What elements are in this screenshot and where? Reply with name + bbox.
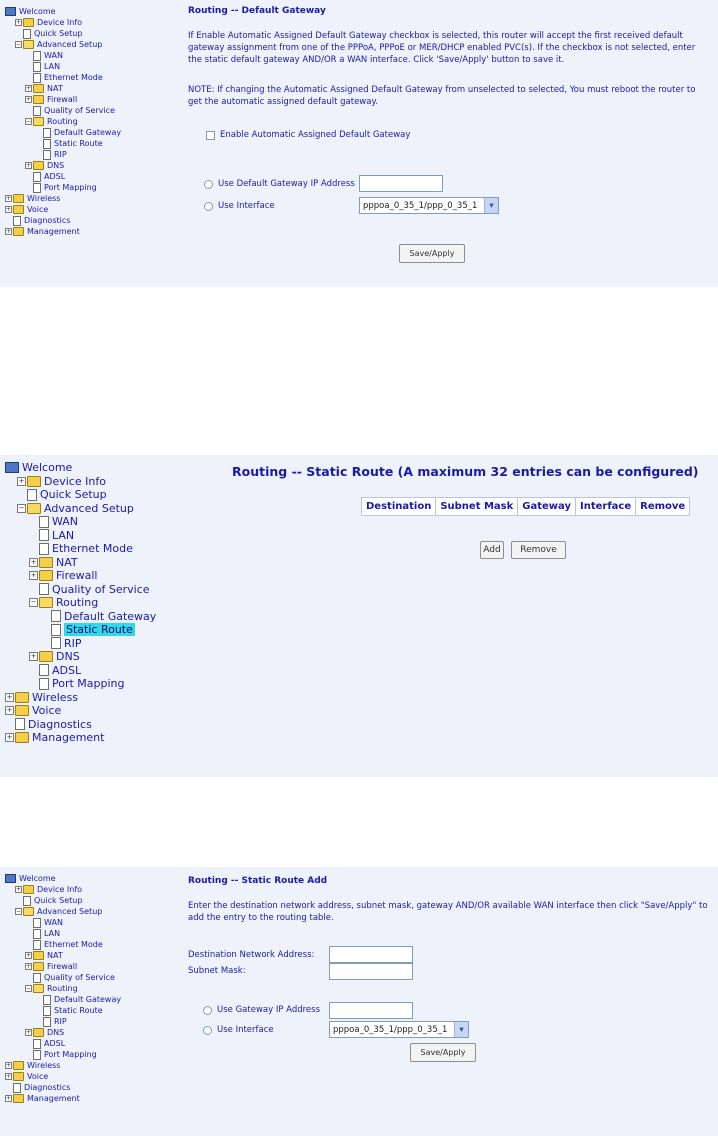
tree-item[interactable] bbox=[5, 1060, 121, 1071]
tree-item-label[interactable]: Quality of Service bbox=[52, 582, 150, 596]
subnet-mask-label: Subnet Mask: bbox=[188, 966, 246, 976]
tree-item[interactable] bbox=[5, 939, 121, 950]
tree-item[interactable] bbox=[5, 704, 156, 718]
tree-item-label[interactable]: Static Route bbox=[54, 139, 103, 148]
tree-item[interactable] bbox=[5, 972, 121, 983]
tree-item-label[interactable]: Quick Setup bbox=[34, 29, 83, 38]
tree-item-label[interactable]: WAN bbox=[44, 51, 63, 60]
tree-item-label[interactable]: LAN bbox=[44, 929, 61, 938]
tree-item-label[interactable]: Port Mapping bbox=[52, 677, 125, 691]
document-icon bbox=[33, 1039, 41, 1049]
tree-item-label[interactable]: Ethernet Mode bbox=[44, 73, 103, 82]
expand-icon[interactable]: + bbox=[25, 95, 32, 103]
folder-icon bbox=[13, 227, 24, 236]
folder-icon bbox=[39, 570, 53, 581]
expand-icon[interactable]: + bbox=[5, 205, 12, 213]
tree-item[interactable] bbox=[5, 1093, 121, 1104]
static-route-panel bbox=[0, 455, 718, 777]
tree-item-label[interactable]: Firewall bbox=[56, 569, 98, 583]
use-interface-label: Use Interface bbox=[218, 201, 275, 211]
tree-item[interactable] bbox=[5, 983, 121, 994]
folder-open-icon bbox=[33, 117, 44, 126]
tree-item-label[interactable]: Default Gateway bbox=[64, 609, 157, 623]
tree-item-label[interactable]: Device Info bbox=[37, 18, 83, 27]
interface-select[interactable] bbox=[359, 197, 499, 214]
tree-item[interactable] bbox=[5, 182, 121, 193]
folder-icon bbox=[15, 705, 29, 716]
expand-icon[interactable]: + bbox=[30, 652, 37, 661]
tree-item[interactable] bbox=[5, 17, 121, 28]
tree-item[interactable] bbox=[5, 160, 121, 171]
tree-item-label[interactable]: Management bbox=[27, 227, 80, 236]
document-icon bbox=[43, 1006, 51, 1016]
tree-item-label[interactable]: Welcome bbox=[19, 7, 56, 16]
folder-icon bbox=[39, 557, 53, 568]
tree-item-label[interactable]: Port Mapping bbox=[44, 1050, 97, 1059]
subnet-mask-input[interactable] bbox=[329, 963, 413, 980]
use-gateway-ip-radio[interactable] bbox=[204, 180, 213, 189]
nav-tree bbox=[5, 873, 121, 1104]
tree-item-label[interactable]: Static Route bbox=[54, 1006, 103, 1015]
folder-open-icon bbox=[33, 984, 44, 993]
expand-icon[interactable]: + bbox=[25, 161, 32, 169]
use-interface-label: Use Interface bbox=[217, 1025, 274, 1035]
document-icon bbox=[43, 139, 51, 149]
tree-item-label[interactable]: RIP bbox=[54, 1017, 67, 1026]
column-header: Interface bbox=[575, 498, 635, 516]
document-icon bbox=[39, 516, 49, 528]
tree-item[interactable] bbox=[5, 1016, 121, 1027]
tree-item[interactable] bbox=[5, 906, 121, 917]
nav-tree bbox=[5, 6, 121, 237]
tree-item[interactable] bbox=[5, 50, 121, 61]
tree-item-label[interactable]: Quick Setup bbox=[40, 488, 107, 502]
collapse-icon[interactable]: − bbox=[30, 598, 37, 607]
document-icon bbox=[33, 1050, 41, 1060]
tree-item-label[interactable]: Diagnostics bbox=[24, 216, 71, 225]
document-icon bbox=[43, 995, 51, 1005]
document-icon bbox=[39, 543, 49, 555]
document-icon bbox=[33, 51, 41, 61]
tree-item-label[interactable]: Firewall bbox=[47, 95, 78, 104]
folder-icon bbox=[39, 651, 53, 662]
tree-item[interactable] bbox=[5, 171, 121, 182]
folder-open-icon bbox=[39, 597, 53, 608]
computer-icon bbox=[5, 462, 19, 473]
gateway-ip-input[interactable] bbox=[359, 175, 443, 192]
page-title: Routing -- Default Gateway bbox=[188, 6, 326, 16]
tree-item[interactable] bbox=[5, 596, 156, 610]
tree-item-label[interactable]: Welcome bbox=[22, 461, 73, 475]
tree-item-label[interactable]: ADSL bbox=[52, 663, 82, 677]
expand-icon[interactable]: + bbox=[25, 1028, 32, 1036]
document-icon bbox=[33, 183, 41, 193]
tree-item[interactable] bbox=[5, 461, 156, 475]
collapse-icon[interactable]: − bbox=[25, 984, 32, 992]
tree-item-label[interactable]: ADSL bbox=[44, 172, 66, 181]
folder-icon bbox=[33, 84, 44, 93]
tree-item[interactable] bbox=[5, 475, 156, 489]
tree-item-label[interactable]: NAT bbox=[47, 951, 63, 960]
tree-item-label[interactable]: WAN bbox=[52, 515, 79, 529]
use-gateway-ip-radio[interactable] bbox=[203, 1006, 212, 1015]
gateway-ip-input[interactable] bbox=[329, 1002, 413, 1019]
tree-item[interactable] bbox=[5, 127, 121, 138]
tree-item[interactable] bbox=[5, 116, 121, 127]
tree-item-label[interactable]: DNS bbox=[47, 161, 65, 170]
tree-item[interactable] bbox=[5, 502, 156, 516]
destination-label: Destination Network Address: bbox=[188, 950, 315, 960]
document-icon bbox=[51, 610, 61, 622]
tree-item[interactable] bbox=[5, 83, 121, 94]
document-icon bbox=[33, 918, 41, 928]
default-gateway-panel bbox=[0, 0, 718, 287]
folder-icon bbox=[13, 1061, 24, 1070]
tree-item-label[interactable]: Management bbox=[27, 1094, 80, 1103]
expand-icon[interactable]: + bbox=[15, 885, 22, 893]
folder-open-icon bbox=[23, 40, 34, 49]
expand-icon[interactable]: + bbox=[6, 733, 13, 742]
tree-item[interactable] bbox=[5, 917, 121, 928]
folder-icon bbox=[33, 95, 44, 104]
document-icon bbox=[39, 529, 49, 541]
use-gateway-ip-label: Use Default Gateway IP Address bbox=[218, 179, 355, 189]
tree-item[interactable] bbox=[5, 637, 156, 651]
tree-item[interactable] bbox=[5, 556, 156, 570]
folder-icon bbox=[13, 194, 24, 203]
tree-item-label[interactable]: NAT bbox=[56, 555, 78, 569]
tree-item[interactable] bbox=[5, 569, 156, 583]
tree-item[interactable] bbox=[5, 928, 121, 939]
save-apply-button[interactable]: Save/Apply bbox=[410, 1043, 476, 1062]
collapse-icon[interactable]: − bbox=[15, 907, 22, 915]
tree-item-label[interactable]: Voice bbox=[27, 205, 49, 214]
nav-tree bbox=[5, 461, 156, 745]
tree-item[interactable] bbox=[5, 105, 121, 116]
tree-item-label[interactable]: Quick Setup bbox=[34, 896, 83, 905]
tree-item[interactable] bbox=[5, 1082, 121, 1093]
computer-icon bbox=[5, 7, 16, 16]
tree-item-label[interactable]: DNS bbox=[56, 650, 80, 664]
computer-icon bbox=[5, 874, 16, 883]
expand-icon[interactable]: + bbox=[30, 571, 37, 580]
tree-item[interactable] bbox=[5, 28, 121, 39]
folder-icon bbox=[33, 161, 44, 170]
document-icon bbox=[51, 624, 61, 636]
tree-item[interactable] bbox=[5, 583, 156, 597]
note-text: NOTE: If changing the Automatic Assigned Default Gateway from unselected to selected, You must reboot the router to get the automatic assigned default gateway. bbox=[188, 85, 696, 107]
tree-item[interactable] bbox=[5, 1027, 121, 1038]
tree-item[interactable] bbox=[5, 61, 121, 72]
document-icon bbox=[23, 896, 31, 906]
tree-item-label[interactable]: Wireless bbox=[27, 194, 61, 203]
expand-icon[interactable]: + bbox=[25, 84, 32, 92]
folder-icon bbox=[27, 476, 41, 487]
chevron-down-icon[interactable]: ▾ bbox=[484, 198, 498, 213]
tree-item[interactable] bbox=[5, 994, 121, 1005]
expand-icon[interactable]: + bbox=[15, 18, 22, 26]
tree-item-label[interactable]: Welcome bbox=[19, 874, 56, 883]
tree-item-label[interactable]: Routing bbox=[56, 596, 99, 610]
collapse-icon[interactable]: − bbox=[25, 117, 32, 125]
column-header: Remove bbox=[636, 498, 690, 516]
folder-icon bbox=[23, 18, 34, 27]
tree-item-label[interactable]: Default Gateway bbox=[54, 128, 122, 137]
expand-icon[interactable]: + bbox=[5, 1094, 12, 1102]
tree-item[interactable] bbox=[5, 488, 156, 502]
save-apply-button[interactable]: Save/Apply bbox=[399, 244, 465, 263]
tree-item[interactable] bbox=[5, 215, 121, 226]
expand-icon[interactable]: + bbox=[5, 1061, 12, 1069]
use-interface-radio[interactable] bbox=[203, 1026, 212, 1035]
auto-gateway-label: Enable Automatic Assigned Default Gateway bbox=[220, 130, 411, 140]
tree-item-label[interactable]: Routing bbox=[47, 117, 78, 126]
tree-item[interactable] bbox=[5, 623, 156, 637]
document-icon bbox=[33, 172, 41, 182]
tree-item-label[interactable]: Quality of Service bbox=[44, 106, 115, 115]
folder-icon bbox=[33, 951, 44, 960]
tree-item[interactable] bbox=[5, 950, 121, 961]
tree-item-label[interactable]: Voice bbox=[32, 704, 62, 718]
tree-item-label[interactable]: Diagnostics bbox=[28, 717, 92, 731]
tree-item-label[interactable]: Ethernet Mode bbox=[44, 940, 103, 949]
document-icon bbox=[39, 583, 49, 595]
document-icon bbox=[13, 216, 21, 226]
tree-item[interactable] bbox=[5, 664, 156, 678]
tree-item[interactable] bbox=[5, 515, 156, 529]
document-icon bbox=[39, 664, 49, 676]
tree-item-label[interactable]: Ethernet Mode bbox=[52, 542, 133, 556]
collapse-icon[interactable]: − bbox=[15, 40, 22, 48]
document-icon bbox=[43, 150, 51, 160]
tree-item[interactable] bbox=[5, 650, 156, 664]
tree-item[interactable] bbox=[5, 149, 121, 160]
document-icon bbox=[33, 940, 41, 950]
tree-item-label[interactable]: Voice bbox=[27, 1072, 49, 1081]
remove-button[interactable]: Remove bbox=[511, 541, 566, 559]
tree-item[interactable] bbox=[5, 1005, 121, 1016]
tree-item[interactable] bbox=[5, 1049, 121, 1060]
folder-icon bbox=[23, 885, 34, 894]
column-header: Subnet Mask bbox=[436, 498, 518, 516]
expand-icon[interactable]: + bbox=[25, 962, 32, 970]
tree-item-label[interactable]: LAN bbox=[52, 528, 75, 542]
tree-item[interactable] bbox=[5, 94, 121, 105]
document-icon bbox=[33, 62, 41, 72]
tree-item-label[interactable]: Wireless bbox=[27, 1061, 61, 1070]
expand-icon[interactable]: + bbox=[5, 194, 12, 202]
tree-item[interactable] bbox=[5, 193, 121, 204]
expand-icon[interactable]: + bbox=[25, 951, 32, 959]
tree-item-label[interactable]: Default Gateway bbox=[54, 995, 122, 1004]
document-icon bbox=[27, 489, 37, 501]
folder-icon bbox=[13, 1094, 24, 1103]
tree-item[interactable] bbox=[5, 895, 121, 906]
document-icon bbox=[43, 128, 51, 138]
static-route-add-panel bbox=[0, 867, 718, 1136]
document-icon bbox=[33, 973, 41, 983]
tree-item-label[interactable]: DNS bbox=[47, 1028, 65, 1037]
expand-icon[interactable]: + bbox=[6, 706, 13, 715]
tree-item-label[interactable]: Device Info bbox=[44, 474, 106, 488]
folder-icon bbox=[33, 962, 44, 971]
document-icon bbox=[15, 718, 25, 730]
folder-icon bbox=[15, 732, 29, 743]
tree-item-label[interactable]: ADSL bbox=[44, 1039, 66, 1048]
description-text: If Enable Automatic Assigned Default Gateway checkbox is selected, this router will accept the first received default gateway assignment from one of the PPPoA, PPPoE or MER/DHCP enabled PVC(s). If the checkbox is not selected, enter the static default gateway AND/OR a WAN interface. Click 'Save/Apply' button to save it. bbox=[188, 31, 696, 65]
folder-open-icon bbox=[23, 907, 34, 916]
tree-item-label[interactable]: Advanced Setup bbox=[37, 40, 103, 49]
chevron-down-icon[interactable]: ▾ bbox=[454, 1022, 468, 1037]
expand-icon[interactable]: + bbox=[5, 1072, 12, 1080]
tree-item[interactable] bbox=[5, 226, 121, 237]
document-icon bbox=[51, 637, 61, 649]
folder-open-icon bbox=[27, 503, 41, 514]
document-icon bbox=[33, 106, 41, 116]
tree-item-label[interactable]: Quality of Service bbox=[44, 973, 115, 982]
tree-item[interactable] bbox=[5, 204, 121, 215]
tree-item[interactable] bbox=[5, 718, 156, 732]
table-header-row bbox=[362, 498, 690, 516]
routes-table bbox=[361, 497, 690, 516]
tree-item-label[interactable]: Advanced Setup bbox=[44, 501, 134, 515]
tree-item[interactable] bbox=[5, 39, 121, 50]
folder-icon bbox=[15, 692, 29, 703]
tree-item-label[interactable]: Diagnostics bbox=[24, 1083, 71, 1092]
expand-icon[interactable]: + bbox=[18, 476, 25, 485]
interface-select-value: pppoa_0_35_1/ppp_0_35_1 bbox=[333, 1024, 448, 1035]
page-title: Routing -- Static Route Add bbox=[188, 876, 328, 886]
tree-item[interactable] bbox=[5, 677, 156, 691]
tree-item[interactable] bbox=[5, 691, 156, 705]
expand-icon[interactable]: + bbox=[30, 557, 37, 566]
expand-icon[interactable]: + bbox=[6, 692, 13, 701]
interface-select[interactable] bbox=[329, 1021, 469, 1038]
folder-icon bbox=[33, 1028, 44, 1037]
tree-item-label[interactable]: Wireless bbox=[32, 690, 79, 704]
tree-item-label[interactable]: Routing bbox=[47, 984, 78, 993]
tree-item-label[interactable]: RIP bbox=[54, 150, 67, 159]
tree-item-label[interactable]: NAT bbox=[47, 84, 63, 93]
tree-item[interactable] bbox=[5, 1038, 121, 1049]
document-icon bbox=[43, 1017, 51, 1027]
expand-icon[interactable]: + bbox=[5, 227, 12, 235]
description-text: Enter the destination network address, subnet mask, gateway AND/OR available WAN interface then click "Save/Apply" to add the entry to the routing table. bbox=[188, 901, 708, 923]
tree-item-label[interactable]: Firewall bbox=[47, 962, 78, 971]
tree-item[interactable] bbox=[5, 138, 121, 149]
document-icon bbox=[13, 1083, 21, 1093]
tree-item-label[interactable]: Advanced Setup bbox=[37, 907, 103, 916]
tree-item[interactable] bbox=[5, 610, 156, 624]
document-icon bbox=[33, 929, 41, 939]
collapse-icon[interactable]: − bbox=[18, 503, 25, 512]
document-icon bbox=[39, 678, 49, 690]
tree-item[interactable] bbox=[5, 542, 156, 556]
column-header: Destination bbox=[362, 498, 436, 516]
use-interface-radio[interactable] bbox=[204, 202, 213, 211]
tree-item[interactable] bbox=[5, 1071, 121, 1082]
destination-input[interactable] bbox=[329, 946, 413, 963]
tree-item[interactable] bbox=[5, 961, 121, 972]
add-button[interactable]: Add bbox=[480, 541, 504, 559]
tree-item[interactable] bbox=[5, 873, 121, 884]
tree-item[interactable] bbox=[5, 529, 156, 543]
tree-item-label[interactable]: WAN bbox=[44, 918, 63, 927]
interface-select-value: pppoa_0_35_1/ppp_0_35_1 bbox=[363, 200, 478, 211]
tree-item-label[interactable]: Static Route bbox=[66, 623, 133, 637]
tree-item[interactable] bbox=[5, 72, 121, 83]
tree-item[interactable] bbox=[5, 731, 156, 745]
use-gateway-ip-label: Use Gateway IP Address bbox=[217, 1005, 321, 1015]
tree-item-label[interactable]: Device Info bbox=[37, 885, 83, 894]
tree-item[interactable] bbox=[5, 6, 121, 17]
tree-item-label[interactable]: LAN bbox=[44, 62, 61, 71]
tree-item-label[interactable]: RIP bbox=[64, 636, 82, 650]
column-header: Gateway bbox=[518, 498, 576, 516]
document-icon bbox=[33, 73, 41, 83]
folder-icon bbox=[13, 1072, 24, 1081]
tree-item-label[interactable]: Management bbox=[32, 731, 105, 745]
page-title: Routing -- Static Route (A maximum 32 entries can be configured) bbox=[232, 464, 699, 479]
auto-gateway-checkbox[interactable] bbox=[206, 131, 215, 140]
tree-item-label[interactable]: Port Mapping bbox=[44, 183, 97, 192]
tree-item[interactable] bbox=[5, 884, 121, 895]
folder-icon bbox=[13, 205, 24, 214]
document-icon bbox=[23, 29, 31, 39]
